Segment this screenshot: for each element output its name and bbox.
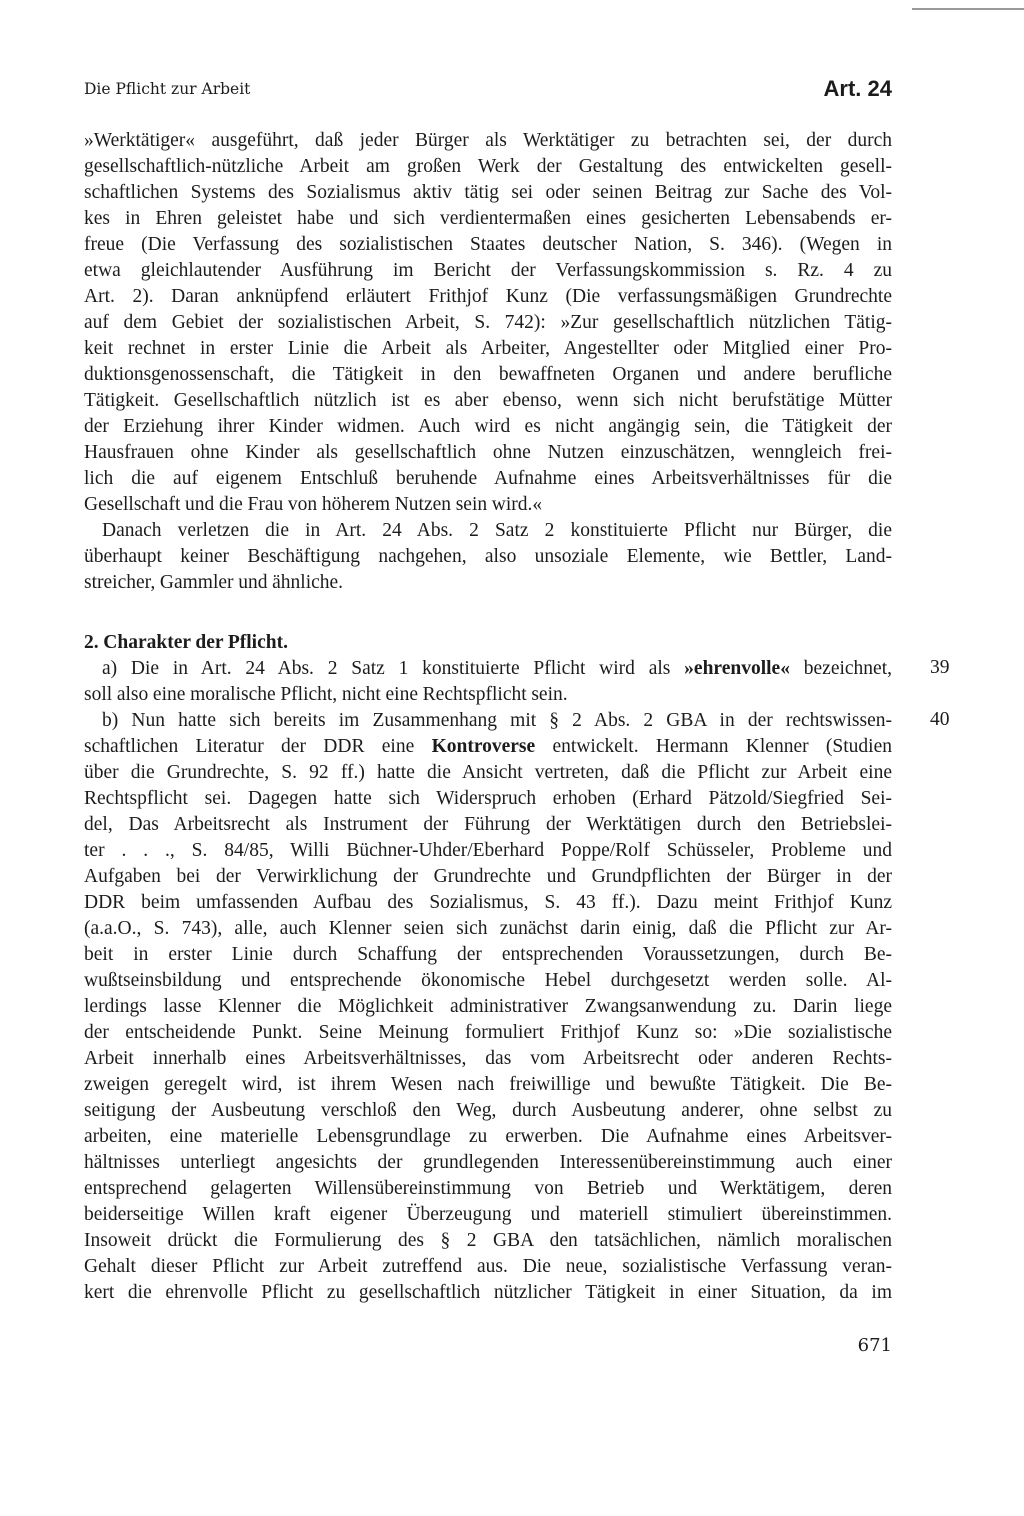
text-line: arbeiten, eine materielle Lebensgrundlage zu erwerben. Die Aufnahme eines Arbeitsver- <box>84 1126 892 1147</box>
text-run: bezeichnet, <box>789 658 892 679</box>
text-line: entsprechend gelagerten Willensübereinstimmung von Betrieb und Werktätigem, deren <box>84 1178 892 1199</box>
text-line: Aufgaben bei der Verwirklichung der Grundrechte und Grundpflichten der Bürger in der <box>84 866 892 887</box>
text-line: der entscheidende Punkt. Seine Meinung formuliert Frithjof Kunz so: »Die sozialistische <box>84 1022 892 1043</box>
text-line: gesellschaftlich-nützliche Arbeit am großen Werk der Gestaltung des entwickelten gesell- <box>84 156 892 177</box>
text-line: Hausfrauen ohne Kinder als gesellschaftlich ohne Nutzen einzuschätzen, wenngleich frei- <box>84 442 892 463</box>
margin-number: 40 <box>930 709 950 730</box>
text-line: soll also eine moralische Pflicht, nicht eine Rechtspflicht sein. <box>84 684 568 705</box>
text-line: keit rechnet in erster Linie die Arbeit als Arbeiter, Angestellter oder Mitglied einer Pro- <box>84 338 892 359</box>
text-line: beit in erster Linie durch Schaffung der entsprechenden Voraussetzungen, durch Be- <box>84 944 892 965</box>
text-line: kert die ehrenvolle Pflicht zu gesellschaftlich nützlicher Tätigkeit in einer Situation, da im <box>84 1282 892 1303</box>
paragraph-quote-kunz <box>84 128 892 518</box>
section-heading-text: 2. Charakter der Pflicht. <box>84 632 288 653</box>
text-line: über die Grundrechte, S. 92 ff.) hatte die Ansicht vertreten, daß die Pflicht zur Arbeit eine <box>84 762 892 783</box>
text-line: Tätigkeit. Gesellschaftlich nützlich ist es aber ebenso, wenn sich nicht berufstätige Mütter <box>84 390 892 411</box>
text-line: Arbeit innerhalb eines Arbeitsverhältnisses, das vom Arbeitsrecht oder anderen Rechts- <box>84 1048 892 1069</box>
text-line: kes in Ehren geleistet habe und sich verdientermaßen eines gesicherten Lebensabends er- <box>84 208 892 229</box>
text-run: a) Die in Art. 24 Abs. 2 Satz 1 konstituierte Pflicht wird als <box>102 658 685 679</box>
text-line: beiderseitige Willen kraft eigener Überzeugung und materiell stimuliert übereinstimmen. <box>84 1204 892 1225</box>
text-line: Rechtspflicht sei. Dagegen hatte sich Widerspruch erhoben (Erhard Pätzold/Siegfried Sei- <box>84 788 892 809</box>
paragraph-b <box>84 708 892 1306</box>
paragraph-a <box>84 656 892 708</box>
text-line: freue (Die Verfassung des sozialistischen Staates deutscher Nation, S. 346). (Wegen in <box>84 234 892 255</box>
text-line: lich die auf eigenem Entschluß beruhende Aufnahme eines Arbeitsverhältnisses für die <box>84 468 892 489</box>
text-line: seitigung der Ausbeutung verschloß den Weg, durch Ausbeutung anderer, ohne selbst zu <box>84 1100 892 1121</box>
text-line: zweigen geregelt wird, ist ihrem Wesen nach freiwillige und bewußte Tätigkeit. Die Be- <box>84 1074 892 1095</box>
text-line: Gehalt dieser Pflicht zur Arbeit zutreffend aus. Die neue, sozialistische Verfassung veran- <box>84 1256 892 1277</box>
text-line: der Erziehung ihrer Kinder widmen. Auch wird es nicht angängig sein, die Tätigkeit der <box>84 416 892 437</box>
top-rule <box>912 8 1024 10</box>
text-line: Danach verletzen die in Art. 24 Abs. 2 Satz 2 konstituierte Pflicht nur Bürger, die <box>102 520 892 541</box>
text-run: entwickelt. Hermann Klenner (Studien <box>535 736 892 757</box>
paragraph-danach <box>84 518 892 596</box>
text-line: auf dem Gebiet der sozialistischen Arbeit, S. 742): »Zur gesellschaftlich nützlichen Tätig- <box>84 312 892 333</box>
text-line <box>84 734 892 760</box>
text-line: del, Das Arbeitsrecht als Instrument der Führung der Werktätigen durch den Betriebslei- <box>84 814 892 835</box>
text-line: Gesellschaft und die Frau von höherem Nutzen sein wird.« <box>84 494 543 515</box>
text-line: wußtseinsbildung und entsprechende ökonomische Hebel durchgesetzt werden solle. Al- <box>84 970 892 991</box>
text-line: ter . . ., S. 84/85, Willi Büchner-Uhder/Eberhard Poppe/Rolf Schüsseler, Probleme und <box>84 840 892 861</box>
text-line: hältnisses unterliegt angesichts der grundlegenden Interessenübereinstimmung auch einer <box>84 1152 892 1173</box>
text-line: Insoweit drückt die Formulierung des § 2 GBA den tatsächlichen, nämlich moralischen <box>84 1230 892 1251</box>
text-line: Art. 2). Daran anknüpfend erläutert Frithjof Kunz (Die verfassungsmäßigen Grundrechte <box>84 286 892 307</box>
emphasis-kontroverse: Kontroverse <box>431 736 536 757</box>
article-label: Art. 24 <box>823 76 892 101</box>
text-line: »Werktätiger« ausgeführt, daß jeder Bürger als Werktätiger zu betrachten sei, der durch <box>84 130 892 151</box>
text-line: lerdings lasse Klenner die Möglichkeit administrativer Zwangsanwendung zu. Darin liege <box>84 996 892 1017</box>
section-heading <box>84 630 892 656</box>
running-head: Die Pflicht zur Arbeit <box>84 80 251 98</box>
emphasis-ehrenvolle: »ehrenvolle« <box>684 658 790 679</box>
text-run: schaftlichen Literatur der DDR eine <box>84 736 432 757</box>
text-line: überhaupt keiner Beschäftigung nachgehen, also unsoziale Elemente, wie Bettler, Land- <box>84 546 892 567</box>
text-line: duktionsgenossenschaft, die Tätigkeit in den bewaffneten Organen und andere berufliche <box>84 364 892 385</box>
text-line: b) Nun hatte sich bereits im Zusammenhang mit § 2 Abs. 2 GBA in der rechtswissen- <box>102 710 892 731</box>
text-line: DDR beim umfassenden Aufbau des Sozialismus, S. 43 ff.). Dazu meint Frithjof Kunz <box>84 892 892 913</box>
text-line: schaftlichen Systems des Sozialismus aktiv tätig sei oder seinen Beitrag zur Sache des Vol- <box>84 182 892 203</box>
text-line <box>84 656 892 682</box>
text-line: etwa gleichlautender Ausführung im Bericht der Verfassungskommission s. Rz. 4 zu <box>84 260 892 281</box>
text-line: (a.a.O., S. 743), alle, auch Klenner seien sich zunächst darin einig, daß die Pflicht zur Ar- <box>84 918 892 939</box>
margin-number: 39 <box>930 657 950 678</box>
text-line: streicher, Gammler und ähnliche. <box>84 572 344 593</box>
page-number: 671 <box>857 1335 892 1356</box>
